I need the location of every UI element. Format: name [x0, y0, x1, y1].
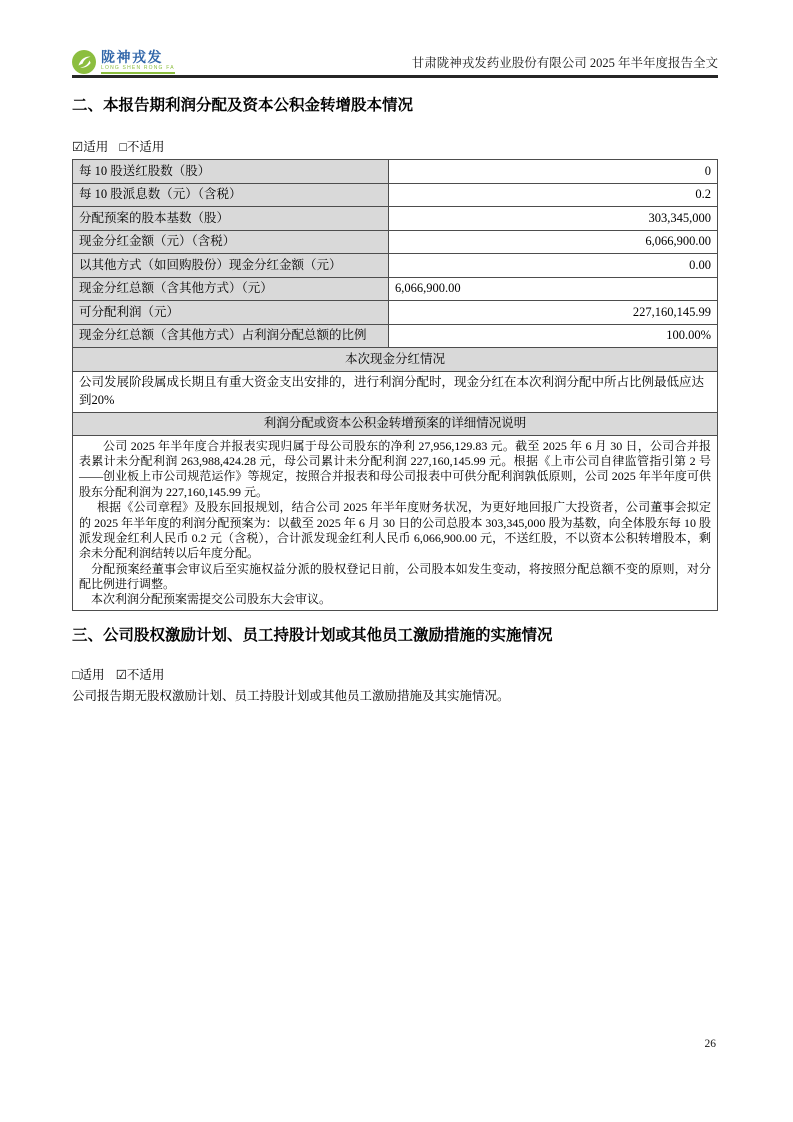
logo-wordmark: [101, 50, 175, 74]
cash-dividend-policy-text: 公司发展阶段属成长期且有重大资金支出安排的，进行利润分配时，现金分红在本次利润分配中所占比例最低应达到20%: [73, 371, 718, 412]
row-value: 0.2: [389, 183, 718, 207]
row-label: 现金分红总额（含其他方式）占利润分配总额的比例: [73, 324, 389, 348]
table-text-row: [73, 371, 718, 412]
row-value: 100.00%: [389, 324, 718, 348]
table-row: [73, 301, 718, 325]
report-title: 甘肃陇神戎发药业股份有限公司 2025 年半年度报告全文: [411, 56, 718, 70]
row-label: 每 10 股送红股数（股）: [73, 160, 389, 184]
logo-bird-icon: [72, 50, 96, 74]
section-3-title: 三、公司股权激励计划、员工持股计划或其他员工激励措施的实施情况: [72, 627, 553, 645]
section-3-body-text: 公司报告期无股权激励计划、员工持股计划或其他员工激励措施及其实施情况。: [72, 689, 510, 704]
applicable-checked-checkbox: ☑适用: [72, 139, 109, 154]
company-logo: [72, 50, 175, 74]
page-header: [72, 50, 718, 74]
section-3-applicability-line: [72, 668, 718, 684]
detail-section-header: 利润分配或资本公积金转增预案的详细情况说明: [73, 412, 718, 436]
row-label: 以其他方式（如回购股份）现金分红金额（元）: [73, 254, 389, 278]
table-row: [73, 230, 718, 254]
row-label: 每 10 股派息数（元）（含税）: [73, 183, 389, 207]
detail-paragraph: 本次利润分配预案需提交公司股东大会审议。: [91, 592, 332, 607]
page-content: [72, 50, 718, 705]
table-row: [73, 324, 718, 348]
row-value: 227,160,145.99: [389, 301, 718, 325]
row-label: 分配预案的股本基数（股）: [73, 207, 389, 231]
table-row: [73, 183, 718, 207]
detail-paragraph: 根据《公司章程》及股东回报规划，结合公司 2025 年半年度财务状况，为更好地回报广大投资者，公司董事会拟定的 2025 年半年度的利润分配预案为：以截至 2025 年 6 月 30 日的公司总股本 303,345,000 股为基数，向全体股东每 10 股派发现金红利人民币 0.2 元（含税），合计派发现金红利人民币 6,066,900.00 元，不送红股，不以资本公积转增股本，剩余未分配利润结转以后年度分配。: [79, 500, 711, 561]
row-value: 6,066,900.00: [389, 277, 718, 301]
not-applicable-unchecked-checkbox: □不适用: [119, 139, 165, 154]
table-text-row: [73, 436, 718, 611]
not-applicable-checked-checkbox: ☑不适用: [115, 667, 165, 682]
profit-distribution-table: [72, 159, 718, 611]
logo-company-name: 陇神戎发: [101, 49, 163, 65]
table-row: [73, 207, 718, 231]
page-number: 26: [704, 1038, 716, 1050]
row-value: 0.00: [389, 254, 718, 278]
applicable-unchecked-checkbox: □适用: [72, 667, 105, 682]
detail-paragraph: 分配预案经董事会审议后至实施权益分派的股权登记日前，公司股本如发生变动，将按照分配总额不变的原则，对分配比例进行调整。: [79, 561, 711, 591]
row-value: 303,345,000: [389, 207, 718, 231]
header-rule: [72, 75, 718, 78]
row-label: 现金分红总额（含其他方式）（元）: [73, 277, 389, 301]
row-label: 可分配利润（元）: [73, 301, 389, 325]
cash-dividend-section-header: 本次现金分红情况: [73, 348, 718, 372]
detail-explanation-cell: [73, 436, 718, 611]
section-2-applicability-line: [72, 140, 718, 156]
table-row: [73, 254, 718, 278]
logo-company-name-en: LONG SHEN RONG FA: [101, 65, 175, 74]
table-row: [73, 277, 718, 301]
table-row: [73, 160, 718, 184]
row-value: 6,066,900.00: [389, 230, 718, 254]
detail-paragraph: 公司 2025 年半年度合并报表实现归属于母公司股东的净利 27,956,129.83 元。截至 2025 年 6 月 30 日，公司合并报表累计未分配利润 263,988,424.28 元，母公司累计未分配利润 227,160,145.99 元。根据《上市公司自律监管指引第 2 号——创业板上市公司规范运作》等规定，按照合并报表和母公司报表中可供分配利润孰低原则，公司 2025 年半年度可供股东分配利润为 227,160,145.99 元。: [79, 438, 711, 499]
row-label: 现金分红金额（元）（含税）: [73, 230, 389, 254]
table-section-header-row: [73, 412, 718, 436]
section-2-title: 二、本报告期利润分配及资本公积金转增股本情况: [72, 97, 414, 114]
row-value: 0: [389, 160, 718, 184]
table-section-header-row: [73, 348, 718, 372]
